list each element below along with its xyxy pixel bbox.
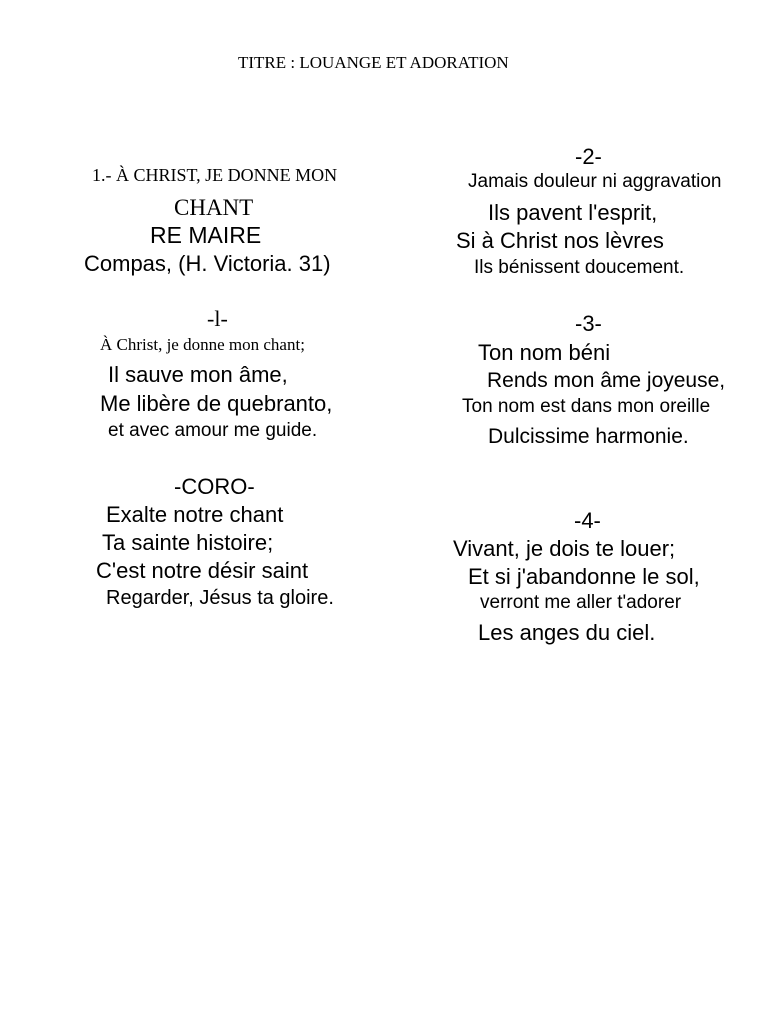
verse-1-line: À Christ, je donne mon chant; [100,335,305,354]
verse-2-line: Jamais douleur ni aggravation [468,171,722,192]
chorus-label: -CORO- [174,474,255,499]
verse-1-line: et avec amour me guide. [108,420,318,441]
verse-3-line: Dulcissime harmonie. [488,425,689,448]
song-header-line-3: RE MAIRE [150,222,262,248]
verse-1-line: Il sauve mon âme, [108,362,288,387]
chorus-line: Regarder, Jésus ta gloire. [106,587,334,609]
song-header-line-1: 1.- À CHRIST, JE DONNE MON [92,165,338,185]
verse-4-line: Les anges du ciel. [478,620,656,645]
chorus-line: Exalte notre chant [106,502,284,527]
song-header-line-4: Compas, (H. Victoria. 31) [84,251,331,276]
verse-3-line: Ton nom béni [478,340,611,365]
chorus-line: Ta sainte histoire; [102,530,274,555]
verse-4-number: -4- [574,508,601,533]
verse-1-line: Me libère de quebranto, [100,391,333,416]
document-title: TITRE : LOUANGE ET ADORATION [238,53,509,72]
verse-4-line: Vivant, je dois te louer; [453,536,676,561]
verse-2-number: -2- [575,144,602,169]
verse-2-line: Ils pavent l'esprit, [488,200,658,225]
song-header-line-2: CHANT [174,195,254,220]
verse-3-line: Ton nom est dans mon oreille [462,396,711,417]
verse-2-line: Ils bénissent doucement. [474,257,685,278]
verse-3-line: Rends mon âme joyeuse, [487,369,726,392]
verse-2-line: Si à Christ nos lèvres [456,228,664,253]
verse-4-line: Et si j'abandonne le sol, [468,564,700,589]
verse-1-number: -l- [207,306,228,331]
verse-4-line: verront me aller t'adorer [480,592,682,613]
chorus-line: C'est notre désir saint [96,558,309,583]
verse-3-number: -3- [575,311,602,336]
